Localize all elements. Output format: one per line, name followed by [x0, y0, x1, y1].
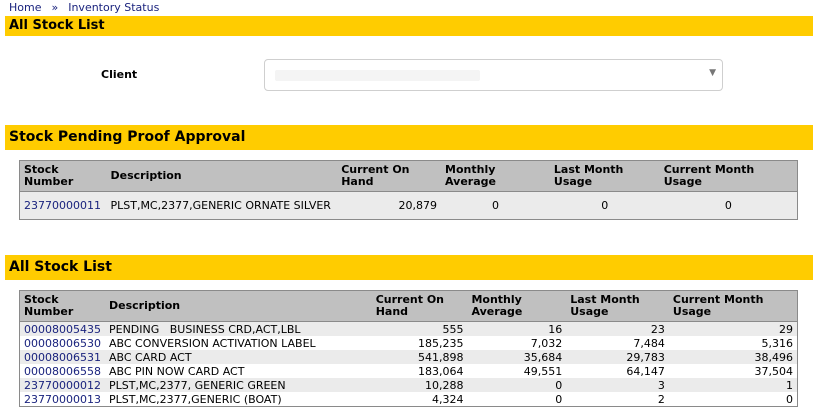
table-header-row: [20, 161, 798, 192]
current-month-usage-cell: 38,496: [669, 350, 798, 364]
current-month-usage-cell: 5,316: [669, 336, 798, 350]
column-header-description: Description: [106, 161, 337, 192]
stock-number-link[interactable]: 23770000011: [20, 192, 107, 220]
description-cell: PLST,MC,2377,GENERIC ORNATE SILVER: [106, 192, 337, 220]
all-stock-table: [19, 290, 798, 407]
on-hand-cell: 10,288: [372, 378, 468, 392]
last-month-usage-cell: 0: [550, 192, 660, 220]
column-header-last-month-usage: Last Month Usage: [566, 291, 669, 322]
page-title-bar: All Stock List: [5, 16, 813, 36]
column-header-description: Description: [105, 291, 372, 322]
last-month-usage-cell: 29,783: [566, 350, 669, 364]
description-cell: PLST,MC,2377,GENERIC (BOAT): [105, 392, 372, 407]
monthly-average-cell: 0: [467, 392, 566, 407]
all-stock-section-title: All Stock List: [5, 255, 813, 280]
client-select[interactable]: [264, 59, 723, 91]
column-header-last-month-usage: Last Month Usage: [550, 161, 660, 192]
table-row: [20, 192, 798, 220]
column-header-monthly-average: Monthly Average: [467, 291, 566, 322]
table-row: [20, 378, 798, 392]
current-month-usage-cell: 29: [669, 322, 798, 337]
last-month-usage-cell: 23: [566, 322, 669, 337]
on-hand-cell: 555: [372, 322, 468, 337]
monthly-average-cell: 0: [441, 192, 550, 220]
monthly-average-cell: 49,551: [467, 364, 566, 378]
table-row: [20, 322, 798, 337]
monthly-average-cell: 16: [467, 322, 566, 337]
breadcrumb-home-link[interactable]: Home: [9, 1, 42, 14]
pending-section-title: Stock Pending Proof Approval: [5, 125, 813, 150]
stock-number-link[interactable]: 00008005435: [20, 322, 105, 337]
on-hand-cell: 20,879: [337, 192, 441, 220]
breadcrumb-separator: »: [51, 1, 59, 14]
current-month-usage-cell: 37,504: [669, 364, 798, 378]
current-month-usage-cell: 1: [669, 378, 798, 392]
monthly-average-cell: 35,684: [467, 350, 566, 364]
column-header-current-on-hand: Current On Hand: [372, 291, 468, 322]
description-cell: ABC PIN NOW CARD ACT: [105, 364, 372, 378]
client-selected-value: [275, 70, 480, 81]
monthly-average-cell: 7,032: [467, 336, 566, 350]
last-month-usage-cell: 2: [566, 392, 669, 407]
pending-stock-table: [19, 160, 798, 220]
on-hand-cell: 541,898: [372, 350, 468, 364]
table-row: [20, 350, 798, 364]
last-month-usage-cell: 3: [566, 378, 669, 392]
stock-number-link[interactable]: 00008006558: [20, 364, 105, 378]
stock-number-link[interactable]: 00008006531: [20, 350, 105, 364]
chevron-down-icon: ▼: [709, 68, 716, 78]
current-month-usage-cell: 0: [669, 392, 798, 407]
client-label: Client: [101, 68, 138, 81]
stock-number-link[interactable]: 00008006530: [20, 336, 105, 350]
stock-number-link[interactable]: 23770000012: [20, 378, 105, 392]
table-row: [20, 364, 798, 378]
stock-number-link[interactable]: 23770000013: [20, 392, 105, 407]
last-month-usage-cell: 64,147: [566, 364, 669, 378]
breadcrumb-inventory-status-link[interactable]: Inventory Status: [68, 1, 160, 14]
description-cell: ABC CARD ACT: [105, 350, 372, 364]
column-header-stock-number: Stock Number: [20, 291, 105, 322]
column-header-current-month-usage: Current Month Usage: [669, 291, 798, 322]
breadcrumb: [9, 1, 159, 15]
current-month-usage-cell: 0: [660, 192, 798, 220]
column-header-monthly-average: Monthly Average: [441, 161, 550, 192]
table-header-row: [20, 291, 798, 322]
on-hand-cell: 183,064: [372, 364, 468, 378]
description-cell: PENDING BUSINESS CRD,ACT,LBL: [105, 322, 372, 337]
table-row: [20, 336, 798, 350]
monthly-average-cell: 0: [467, 378, 566, 392]
description-cell: ABC CONVERSION ACTIVATION LABEL: [105, 336, 372, 350]
column-header-current-on-hand: Current On Hand: [337, 161, 441, 192]
table-row: [20, 392, 798, 407]
column-header-stock-number: Stock Number: [20, 161, 107, 192]
last-month-usage-cell: 7,484: [566, 336, 669, 350]
on-hand-cell: 4,324: [372, 392, 468, 407]
column-header-current-month-usage: Current Month Usage: [660, 161, 798, 192]
on-hand-cell: 185,235: [372, 336, 468, 350]
description-cell: PLST,MC,2377, GENERIC GREEN: [105, 378, 372, 392]
